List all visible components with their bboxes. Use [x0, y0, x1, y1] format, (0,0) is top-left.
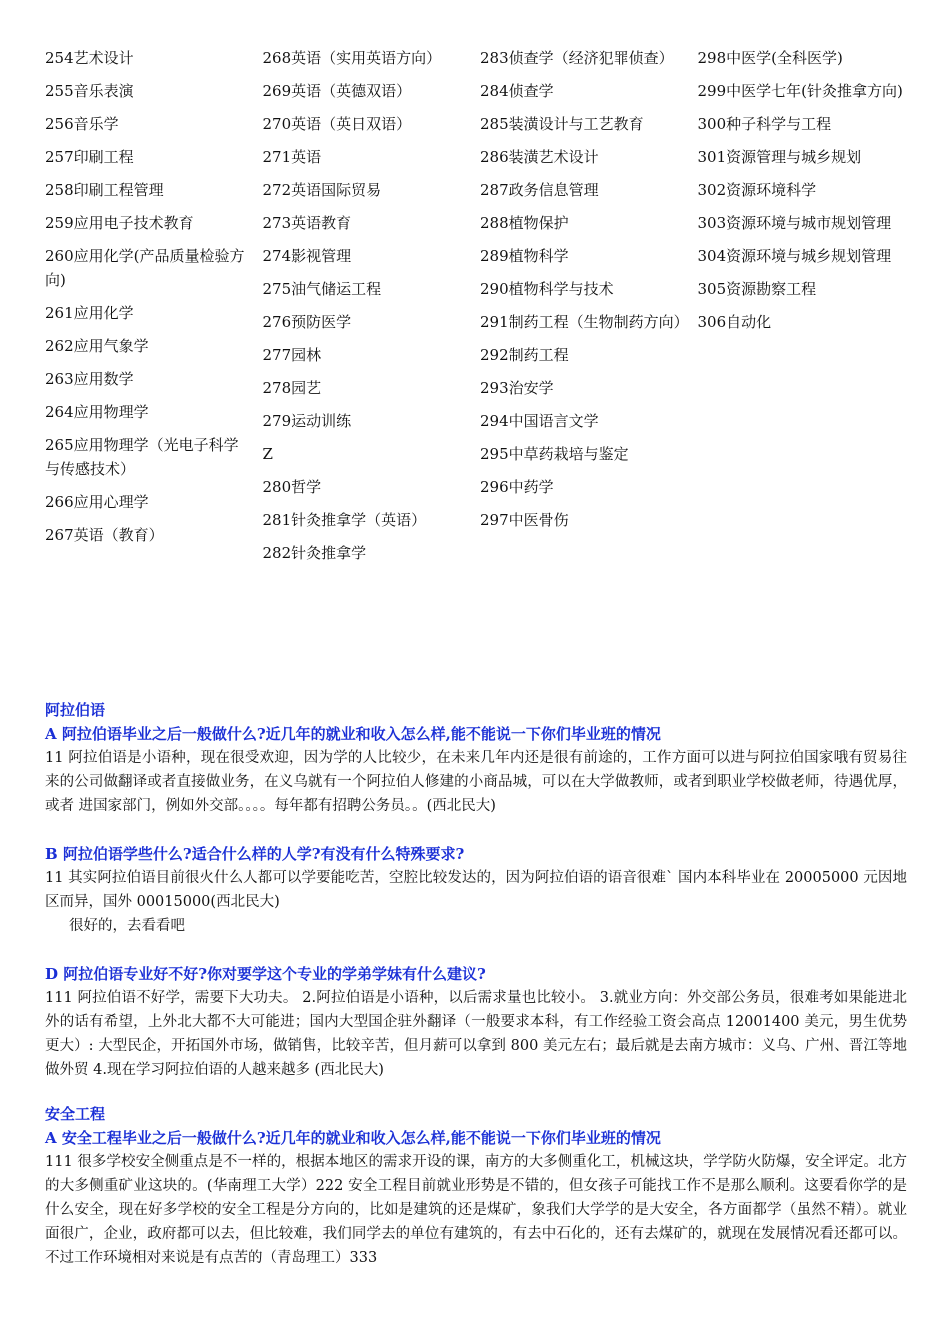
major-item: 266应用心理学	[45, 493, 149, 511]
major-item: 256音乐学	[45, 115, 119, 133]
major-item: 263应用数学	[45, 370, 134, 388]
major-item: 261应用化学	[45, 304, 134, 322]
major-column-4	[698, 46, 916, 574]
major-item: 264应用物理学	[45, 403, 149, 421]
major-item: 295中草药栽培与鉴定	[480, 445, 629, 463]
spacer	[45, 818, 907, 842]
question-heading: D 阿拉伯语专业好不好?你对要学这个专业的学弟学妹有什么建议?	[45, 965, 486, 983]
major-item: 257印刷工程	[45, 148, 134, 166]
major-item: 298中医学(全科医学)	[697, 49, 843, 67]
major-item: 299中医学七年(针灸推拿方向)	[697, 82, 903, 100]
major-column-3	[480, 46, 698, 574]
section-title: 安全工程	[45, 1105, 106, 1123]
spacer	[45, 1082, 907, 1102]
major-item: 288植物保护	[480, 214, 569, 232]
major-item: 270英语（英日双语）	[262, 115, 412, 133]
major-item: 305资源勘察工程	[697, 280, 817, 298]
major-item: 265应用物理学（光电子科学与传感技术）	[45, 436, 239, 478]
major-item: 303资源环境与城市规划管理	[697, 214, 892, 232]
major-item: 296中药学	[480, 478, 554, 496]
major-item: 289植物科学	[480, 247, 569, 265]
major-item: 279运动训练	[262, 412, 352, 430]
major-column-2	[263, 46, 481, 574]
major-item: 260应用化学(产品质量检验方向)	[45, 247, 245, 289]
major-item: 291制药工程（生物制药方向）	[480, 313, 689, 331]
major-item: 278园艺	[262, 379, 322, 397]
answer-paragraph: 111 阿拉伯语不好学，需要下大功夫。 2.阿拉伯语是小语种，以后需求量也比较小。 3.就业方向：外交部公务员，很难考如果能进北外的话有希望，上外北大都不大可能进；国内大型国企驻外翻译（一般要求本科，有工作经验工资会高点 12001400 美元，男生优势更大）: 大型民企，开拓国外市场，做销售，比较辛苦，但月薪可以拿到 800 美元左右；最后就是去南方城市：义乌、广州、晋江等地做外贸 4.现在学习阿拉伯语的人越来越多 (西北民大)	[45, 990, 907, 1078]
major-item: 297中医骨伤	[480, 511, 569, 529]
major-item: 255音乐表演	[45, 82, 134, 100]
answer-paragraph: 11 阿拉伯语是小语种，现在很受欢迎，因为学的人比较少，在未来几年内还是很有前途的，工作方面可以进与阿拉伯国家哦有贸易往来的公司做翻译或者直接做业务，在义乌就有一个阿拉伯人修建的小商品城，可以在大学做教师，或者到职业学校做老师，待遇优厚，或者 进国家部门，例如外交部。。。。每年都有招聘公务员。。(西北民大)	[45, 750, 907, 814]
major-item: 280哲学	[262, 478, 322, 496]
major-item: 272英语国际贸易	[262, 181, 382, 199]
major-item: 300种子科学与工程	[697, 115, 832, 133]
major-item: 301资源管理与城乡规划	[697, 148, 862, 166]
answer-note: 很好的，去看看吧	[69, 918, 185, 934]
section-title: 阿拉伯语	[45, 701, 106, 719]
major-item: 277园林	[262, 346, 322, 364]
major-item: 275油气储运工程	[262, 280, 382, 298]
major-item: 269英语（英德双语）	[262, 82, 412, 100]
question-heading: A 安全工程毕业之后一般做什么?近几年的就业和收入怎么样,能不能说一下你们毕业班的情况	[45, 1129, 661, 1147]
major-item: 267英语（教育）	[45, 526, 164, 544]
major-item: 281针灸推拿学（英语）	[262, 511, 427, 529]
major-item: 292制药工程	[480, 346, 569, 364]
major-item: 273英语教育	[262, 214, 352, 232]
major-item: 293治安学	[480, 379, 554, 397]
article-body	[45, 698, 907, 1270]
major-item: 304资源环境与城乡规划管理	[697, 247, 892, 265]
section-arabic	[45, 698, 907, 1082]
major-item: 287政务信息管理	[480, 181, 599, 199]
answer-paragraph: 111 很多学校安全侧重点是不一样的，根据本地区的需求开设的课，南方的大多侧重化工，机械这块，学学防火防爆，安全评定。北方的大多侧重矿业这块的。(华南理工大学）222 安全工程目前就业形势是不错的，但女孩子可能找工作不是那么顺利。这要看你学的是什么安全，现在好多学校的安全工程是分方向的，比如是建筑的还是煤矿，象我们大学学的是大安全，各方面都学（虽然不精）。就业面很广，企业，政府都可以去，但比较难，我们同学去的单位有建筑的，有去中石化的，还有去煤矿的，就现在发展情况看还都可以。不过工作环境相对来说是有点苦的（青岛理工）333	[45, 1154, 907, 1266]
major-item: 259应用电子技术教育	[45, 214, 194, 232]
major-list	[45, 46, 915, 574]
major-item: 276预防医学	[262, 313, 352, 331]
major-item: 302资源环境科学	[697, 181, 817, 199]
section-safety-engineering	[45, 1102, 907, 1270]
major-item: 254艺术设计	[45, 49, 134, 67]
major-item: 306自动化	[697, 313, 772, 331]
major-item: 284侦查学	[480, 82, 554, 100]
major-item: 268英语（实用英语方向）	[262, 49, 442, 67]
major-item: 262应用气象学	[45, 337, 149, 355]
question-heading: B 阿拉伯语学些什么?适合什么样的人学?有没有什么特殊要求?	[45, 845, 465, 863]
major-column-1	[45, 46, 263, 574]
major-item: 271英语	[262, 148, 322, 166]
answer-paragraph: 11 其实阿拉伯语目前很火什么人都可以学要能吃苦，空腔比较发达的，因为阿拉伯语的语音很难` 国内本科毕业在 20005000 元因地区而异，国外 00015000(西北民大)	[45, 870, 907, 910]
major-item: 283侦查学（经济犯罪侦查）	[480, 49, 674, 67]
question-heading: A 阿拉伯语毕业之后一般做什么?近几年的就业和收入怎么样,能不能说一下你们毕业班的情况	[45, 725, 661, 743]
major-item: 285装潢设计与工艺教育	[480, 115, 644, 133]
major-item: 258印刷工程管理	[45, 181, 164, 199]
major-item: 274影视管理	[262, 247, 352, 265]
major-item: 294中国语言文学	[480, 412, 599, 430]
spacer	[45, 938, 907, 962]
major-item: 290植物科学与技术	[480, 280, 614, 298]
major-item: 282针灸推拿学	[262, 544, 367, 562]
letter-heading: Z	[262, 445, 273, 463]
major-item: 286装潢艺术设计	[480, 148, 599, 166]
